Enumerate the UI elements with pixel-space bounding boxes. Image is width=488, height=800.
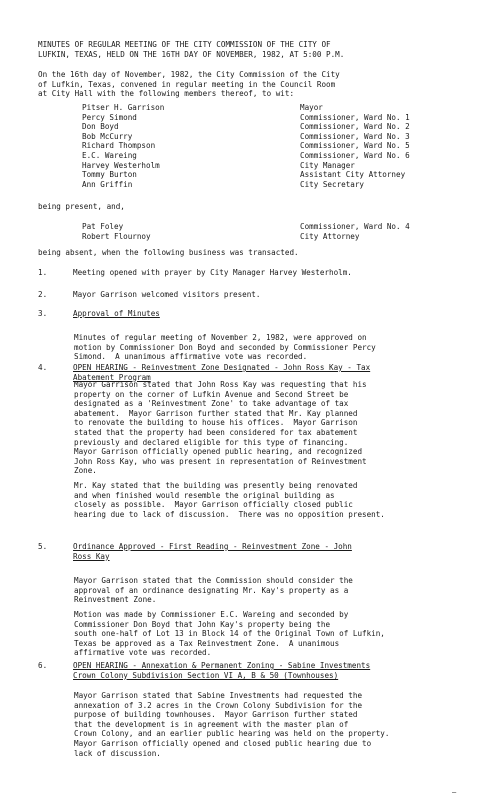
- item-number: 3.: [38, 309, 48, 318]
- paragraph-line: Mr. Kay stated that the building was presently being renovated: [74, 481, 358, 490]
- paragraph-line: Minutes of regular meeting of November 2, 1982, were approved on: [74, 333, 367, 342]
- member-name: Tommy Burton: [82, 170, 137, 180]
- item-number: 4.: [38, 363, 48, 372]
- paragraph-line: Crown Colony, and an earlier public hearing was held on the property.: [74, 729, 390, 739]
- roster-row: [82, 122, 462, 132]
- roster-row: [82, 141, 462, 151]
- paragraph-line: Mayor Garrison stated that John Ross Kay was requesting that his: [74, 380, 367, 389]
- paragraph-line: Zone.: [74, 466, 97, 476]
- roster-row: [82, 222, 462, 232]
- paragraph-line: Mayor Garrison stated that Sabine Investments had requested the: [74, 691, 363, 700]
- member-title: Assistant City Attorney: [300, 170, 406, 180]
- paragraph-line: Simond. A unanimous affirmative vote was recorded.: [74, 352, 308, 362]
- roster-row: [82, 180, 462, 190]
- member-title: City Attorney: [300, 231, 360, 241]
- paragraph-line: Texas be approved as a Tax Reinvestment Zone. A unanimous: [74, 638, 340, 648]
- paragraph-line: annexation of 3.2 acres in the Crown Colony Subdivision for the: [74, 700, 363, 710]
- paragraph-line: hearing due to lack of discussion. There was no opposition present.: [74, 509, 385, 519]
- paragraph-line: lack of discussion.: [74, 748, 161, 758]
- roster-row: [82, 161, 462, 171]
- intro-paragraph: [38, 70, 466, 99]
- paragraph-line: property on the corner of Lufkin Avenue and Second Street be: [74, 389, 349, 399]
- member-name: E.C. Wareing: [82, 150, 137, 160]
- roster-row: [82, 232, 462, 242]
- paragraph-line: closely as possible. Mayor Garrison officially closed public: [74, 500, 353, 510]
- paragraph-line: Mayor Garrison stated that the Commission should consider the: [74, 576, 353, 585]
- roster-row: [82, 132, 462, 142]
- paragraph-line: to renovate the building to house his offices. Mayor Garrison: [74, 418, 358, 428]
- item-number: 1.: [38, 268, 48, 277]
- item-paragraph: [74, 576, 474, 605]
- paragraph-line: south one-half of Lot 13 in Block 14 of the Original Town of Lufkin,: [74, 629, 385, 639]
- document-title: [38, 40, 466, 59]
- member-name: Harvey Westerholm: [82, 160, 160, 170]
- member-name: Don Boyd: [82, 122, 119, 132]
- item-heading: Approval of Minutes: [73, 309, 160, 318]
- member-name: Ann Griffin: [82, 179, 133, 189]
- member-name: Pitser H. Garrison: [82, 103, 165, 112]
- item-heading: OPEN HEARING - Annexation & Permanent Zoning - Sabine Investments Crown Colony Subdivision Section VI A, B & 50 (Townhouses): [73, 661, 371, 680]
- member-name: Richard Thompson: [82, 141, 156, 151]
- member-title: Commissioner, Ward No. 2: [300, 122, 410, 132]
- item-paragraph: [74, 333, 474, 362]
- intro-line: of Lufkin, Texas, convened in regular meeting in the Council Room: [38, 79, 336, 89]
- item-number: 5.: [38, 542, 48, 551]
- paragraph-line: purpose of building townhouses. Mayor Garrison further stated: [74, 710, 358, 720]
- paragraph-line: previously and declared eligible for this type of financing.: [74, 437, 349, 447]
- quorum-line: being absent, when the following business was transacted.: [38, 248, 299, 257]
- paragraph-line: and when finished would resemble the original building as: [74, 490, 335, 500]
- member-name: Percy Simond: [82, 112, 137, 122]
- paragraph-line: Mayor Garrison officially opened public hearing, and recognized: [74, 447, 363, 457]
- member-name: Bob McCurry: [82, 131, 133, 141]
- paragraph-line: Reinvestment Zone.: [74, 595, 157, 605]
- member-name: Pat Foley: [82, 222, 124, 231]
- paragraph-line: approval of an ordinance designating Mr. Kay's property as a: [74, 585, 349, 595]
- paragraph-line: John Ross Kay, who was present in representation of Reinvestment: [74, 456, 367, 466]
- member-title: Commissioner, Ward No. 1: [300, 112, 410, 122]
- paragraph-line: affirmative vote was recorded.: [74, 648, 212, 658]
- roster-header-row: [82, 103, 462, 113]
- roster-row: [82, 113, 462, 123]
- member-title: City Manager: [300, 160, 355, 170]
- member-title: Commissioner, Ward No. 4: [300, 222, 410, 231]
- item-heading: OPEN HEARING - Reinvestment Zone Designated - John Ross Kay - Tax Abatement Program: [73, 363, 371, 382]
- member-title: Commissioner, Ward No. 3: [300, 131, 410, 141]
- absent-members-list: [82, 222, 462, 241]
- item-paragraph: [74, 691, 474, 758]
- intro-line: On the 16th day of November, 1982, the City Commission of the City: [38, 70, 340, 79]
- item-paragraph: [74, 380, 474, 476]
- paragraph-line: abatement. Mayor Garrison further stated that Mr. Kay planned: [74, 408, 358, 418]
- paragraph-line: that the development is in agreement with the master plan of: [74, 719, 349, 729]
- roster-row: [82, 151, 462, 161]
- paragraph-line: stated that the property had been considered for tax abatement: [74, 427, 358, 437]
- roster-row: [82, 170, 462, 180]
- paragraph-line: motion by Commissioner Don Boyd and seconded by Commissioner Percy: [74, 342, 376, 352]
- present-members-list: [82, 103, 462, 189]
- item-heading: Meeting opened with prayer by City Manager Harvey Westerholm.: [73, 268, 352, 277]
- item-paragraph: [74, 481, 474, 519]
- member-title: Commissioner, Ward No. 6: [300, 150, 410, 160]
- paragraph-line: Commissioner Don Boyd that John Kay's property being the: [74, 619, 331, 629]
- item-heading: Mayor Garrison welcomed visitors present.: [73, 290, 261, 299]
- item-heading: Ordinance Approved - First Reading - Reinvestment Zone - John Ross Kay: [73, 542, 352, 561]
- member-title: Mayor: [300, 103, 323, 112]
- item-paragraph: [74, 610, 474, 658]
- paragraph-line: Motion was made by Commissioner E.C. Wareing and seconded by: [74, 610, 349, 619]
- item-number: 6.: [38, 661, 48, 670]
- member-title: Commissioner, Ward No. 5: [300, 141, 410, 151]
- absent-intro: being present, and,: [38, 202, 125, 211]
- title-line: MINUTES OF REGULAR MEETING OF THE CITY COMMISSION OF THE CITY OF: [38, 40, 331, 49]
- title-line: LUFKIN, TEXAS, HELD ON THE 16TH DAY OF NOVEMBER, 1982, AT 5:00 P.M.: [38, 49, 345, 59]
- paragraph-line: designated as a 'Reinvestment Zone' to take advantage of tax: [74, 399, 349, 409]
- paragraph-line: Mayor Garrison officially opened and closed public hearing due to: [74, 738, 372, 748]
- intro-line: at City Hall with the following members thereof, to wit:: [38, 89, 295, 99]
- member-title: City Secretary: [300, 179, 365, 189]
- page-mark: —: [452, 788, 457, 796]
- item-number: 2.: [38, 290, 48, 299]
- member-name: Robert Flournoy: [82, 231, 151, 241]
